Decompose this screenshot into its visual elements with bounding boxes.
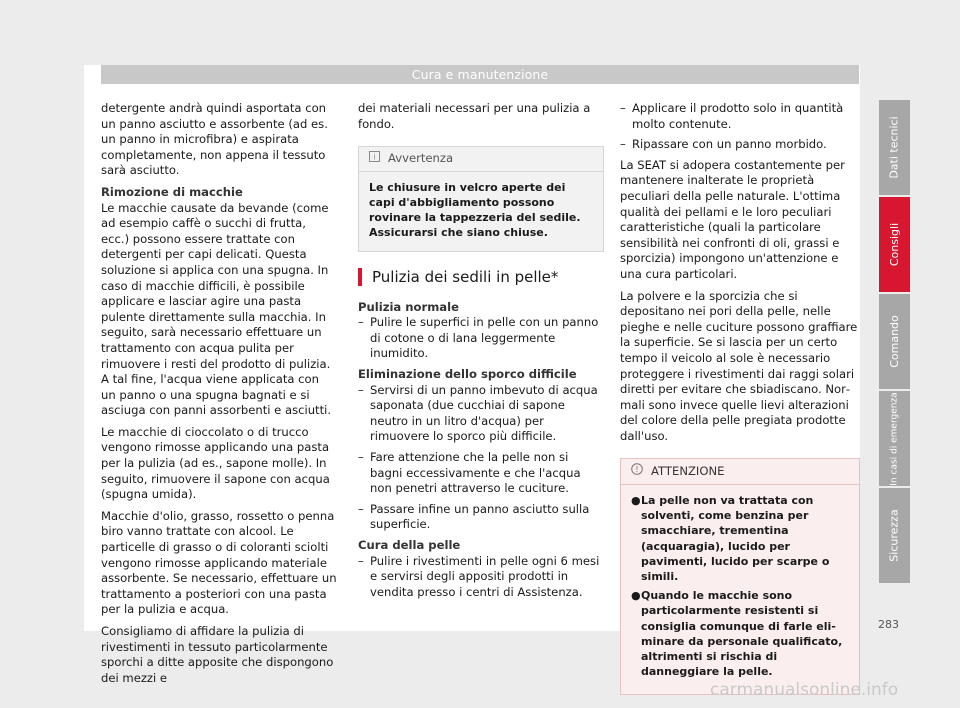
list-item: ● La pelle non va trattata con solventi, come benzina per smacchiare, trementina (acquaragia), lucido per pavimenti, lucido per scarpe o simili. — [631, 494, 830, 584]
paragraph: Macchie d'olio, grasso, rossetto o penna biro vanno trattate con alcool. Le particelle di grasso o di coloranti sciolti vengono rimosse applicando materiale assorbente. Se necessario, effettuare un trattamento a posteriori con una pasta per la pulizia e acqua. — [101, 508, 337, 617]
chapter-header: Cura e manutenzione — [101, 65, 859, 84]
svg-text:i: i — [373, 152, 376, 162]
caution-header — [621, 459, 859, 485]
warning-note — [358, 146, 604, 251]
sidebar-tab-emergenza[interactable]: In casi di emergenza — [879, 391, 910, 486]
list-item: – Ripassare con un panno morbido. — [620, 137, 827, 152]
warning-label: Avvertenza — [388, 151, 454, 166]
list-item: – Pulire le superfici in pelle con un panno di cotone o di lana leggermente inumidito. — [358, 315, 599, 361]
list-item: – Servirsi di un panno imbevuto di acqua saponata (due cucchiai di sapone neutro in un litro d'acqua) per rimuovere lo sporco più difficile. — [358, 382, 598, 444]
paragraph: detergente andrà quindi asportata con un panno asciutto e assorbente (ad es. un panno in microfibra) e aspirata completamente, non appena il tessuto sarà asciutto. — [101, 101, 328, 178]
subheading: Pulizia normale — [358, 299, 459, 314]
paragraph: Le macchie causate da bevande (come ad esempio caffè o succhi di frutta, ecc.) possono essere trattate con detergenti per capi delicati. Questa soluzione si applica con una spugna. In caso di macchie difficili, è possibile applicare e lasciar agire una pasta pulente direttamente sulla macchia. In seguito, sarà necessario effettuare un trattamento con acqua pulita per rimuovere i resti del prodotto di pulizia. A tal fine, l'acqua viene applicata con un panno o una spugna bagnati e si asciuga con panni assorbenti e asciutti. — [101, 200, 332, 418]
list-item: – Applicare il prodotto solo in quantità molto contenute. — [620, 101, 844, 131]
sidebar-tab-consigli[interactable]: Consigli — [879, 197, 910, 292]
caution-box — [620, 458, 860, 694]
paragraph: dei materiali necessari per una pulizia a fondo. — [358, 101, 591, 131]
paragraph: Le macchie di cioccolato o di trucco vengono rimosse applicando una pasta per la pulizia (ad es., sapone molle). In seguito, rimuovere il sapone con acqua (spugna umida). — [101, 424, 330, 502]
subheading: Eliminazione dello sporco difficile — [358, 366, 577, 381]
svg-text:!: ! — [635, 465, 639, 475]
warning-text: Le chiusure in velcro aperte dei capi d'abbigliamento possono rovinare la tappezzeria del sedile. Assicurarsi che siano chiuse. — [369, 180, 581, 240]
caution-icon — [631, 463, 643, 480]
paragraph: Consigliamo di affidare la pulizia di rivestimenti in tessuto particolarmente sporchi a ditte apposite che dispongono dei mezzi e — [101, 624, 334, 685]
list-item: ● Quando le macchie sono particolarmente resistenti si consiglia comunque di farle eliminare da personale qualificato, altrimenti si rischia di danneggiare la pelle. — [631, 589, 843, 679]
warning-header — [359, 147, 603, 172]
subheading: Cura della pelle — [358, 537, 461, 552]
column-2 — [358, 101, 604, 605]
list-item: – Pulire i rivestimenti in pelle ogni 6 mesi e servirsi degli appositi prodotti in vendita presso i centri di Assistenza. — [358, 553, 600, 599]
sidebar-tab-dati-tecnici[interactable]: Dati tecnici — [879, 100, 910, 195]
caution-text — [621, 485, 859, 693]
list-item: – Passare infine un panno asciutto sulla superficie. — [358, 501, 590, 532]
sidebar-tab-comando[interactable]: Comando — [879, 294, 910, 389]
paragraph: La polvere e la sporcizia che si depositano nei pori della pelle, nelle pieghe e nelle cuciture possono graffiare la superficie. Se si lascia per un certo tempo il veicolo al sole è necessario proteggere i rivestimenti dai raggi solari diretti per evitare che sbiadiscano. Normali sono invece quelle lievi alterazioni del colore della pelle pregiata prodotte dall'uso. — [620, 288, 858, 443]
note-icon — [369, 151, 380, 167]
caution-label: ATTENZIONE — [651, 463, 725, 478]
sidebar-tab-sicurezza[interactable]: Sicurezza — [879, 488, 910, 583]
watermark: carmanualsonline.info — [710, 680, 899, 700]
paragraph: La SEAT si adopera costantemente per mantenere inalterate le proprietà peculiari della pelle naturale. L'ottima qualità dei pellami e le loro peculiari caratteristiche (quali la particolare sensibilità nei confronti di oli, grassi e sporcizia) impongono un'attenzione e una cura particolari. — [620, 157, 845, 281]
page-number: 283 — [878, 618, 899, 631]
column-3 — [620, 101, 860, 695]
column-1 — [101, 101, 337, 692]
section-title: Pulizia dei sedili in pelle* — [358, 268, 604, 286]
list-item: – Fare attenzione che la pelle non si bagni eccessivamente e che l'acqua non penetri attraverso le cuciture. — [358, 449, 581, 496]
subheading: Rimozione di macchie — [101, 184, 243, 199]
